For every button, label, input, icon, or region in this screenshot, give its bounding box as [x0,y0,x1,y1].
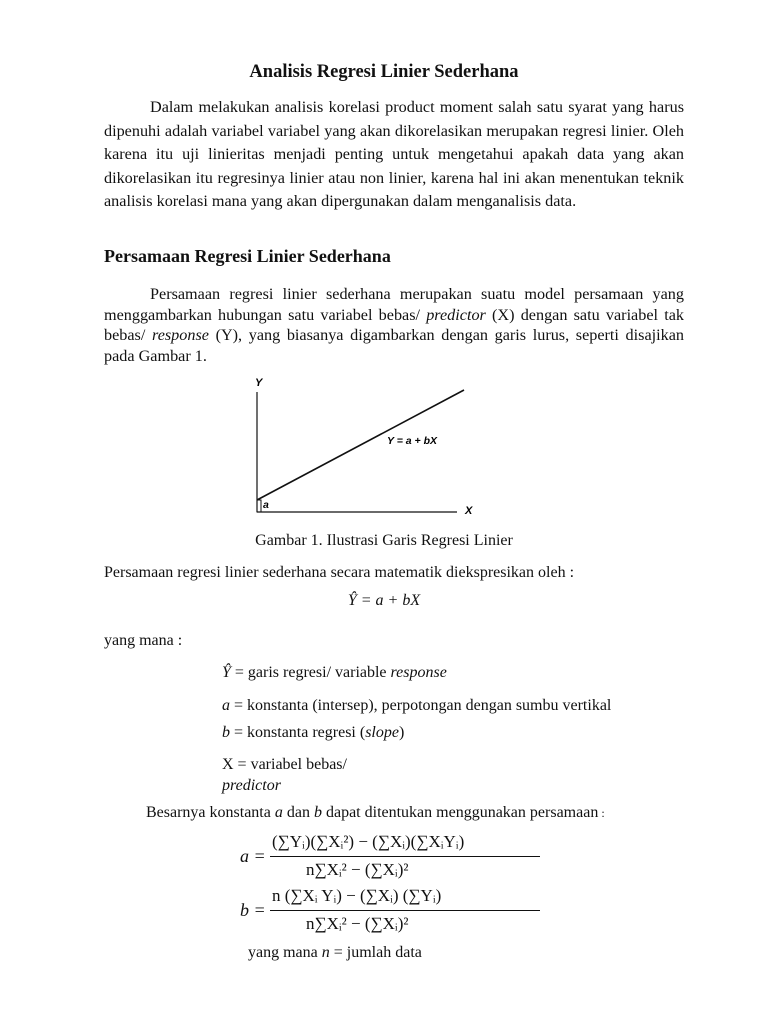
constants-intro: Besarnya konstanta a dan b dapat ditentukan menggunakan persamaan : [146,804,605,821]
def-y-hat: Ŷ = garis regresi/ variable response [222,664,447,681]
formula-a [236,832,546,888]
yang-mana-label: yang mana : [104,632,183,649]
formula-b-denominator: n∑Xᵢ² − (∑Xᵢ)² [306,914,409,933]
formula-a-lhs: a = [240,846,266,866]
formula-a-bar [270,856,540,857]
regression-figure [235,372,495,522]
intro-paragraph: Dalam melakukan analisis korelasi product moment salah satu syarat yang harus dipenuhi adalah variabel variabel yang akan dikorelasikan merupakan regresi linier. Oleh karena itu uji linieritas menjadi penting untuk mengetahui apakah data yang akan dikorelasikan itu regresinya linier atau non linier, karena hal ini akan menentukan teknik analisis korelasi mana yang akan dipergunakan dalam menganalisis data. [104,98,684,210]
def-a: a = konstanta (intersep), perpotongan dengan sumbu vertikal [222,697,612,714]
y-axis-label: Y [255,377,263,389]
formula-a-denominator: n∑Xᵢ² − (∑Xᵢ)² [306,860,409,879]
intercept-marker [257,500,261,512]
section-paragraph: Persamaan regresi linier sederhana merupakan suatu model persamaan yang menggambarkan hubungan satu variabel bebas/ predictor (X) dengan satu variabel tak bebas/ response (Y), yang biasanya digambarkan dengan garis lurus, seperti disajikan pada Gambar 1. [104,285,685,365]
figure-caption: Gambar 1. Ilustrasi Garis Regresi Linier [255,532,513,549]
main-equation: Ŷ = a + bX [347,592,421,609]
line-equation-label: Y = a + bX [387,435,438,447]
formula-b-lhs: b = [240,900,266,920]
formula-b-bar [270,910,540,911]
equation-intro: Persamaan regresi linier sederhana secara matematik diekspresikan oleh : [104,564,575,581]
n-definition: yang mana n = jumlah data [248,944,422,961]
regression-diagram [235,372,495,522]
formula-b-numerator: n (∑Xᵢ Yᵢ) − (∑Xᵢ) (∑Yᵢ) [272,886,442,905]
intercept-label: a [263,499,269,511]
x-axis-label: X [465,505,473,517]
def-b: b = konstanta regresi (slope) [222,724,405,741]
section-heading: Persamaan Regresi Linier Sederhana [104,246,391,266]
def-x: X = variabel bebas/ predictor [222,756,347,794]
document-title: Analisis Regresi Linier Sederhana [249,62,519,82]
formula-b [236,886,546,942]
formula-a-numerator: (∑Yᵢ)(∑Xᵢ²) − (∑Xᵢ)(∑XᵢYᵢ) [272,832,465,851]
